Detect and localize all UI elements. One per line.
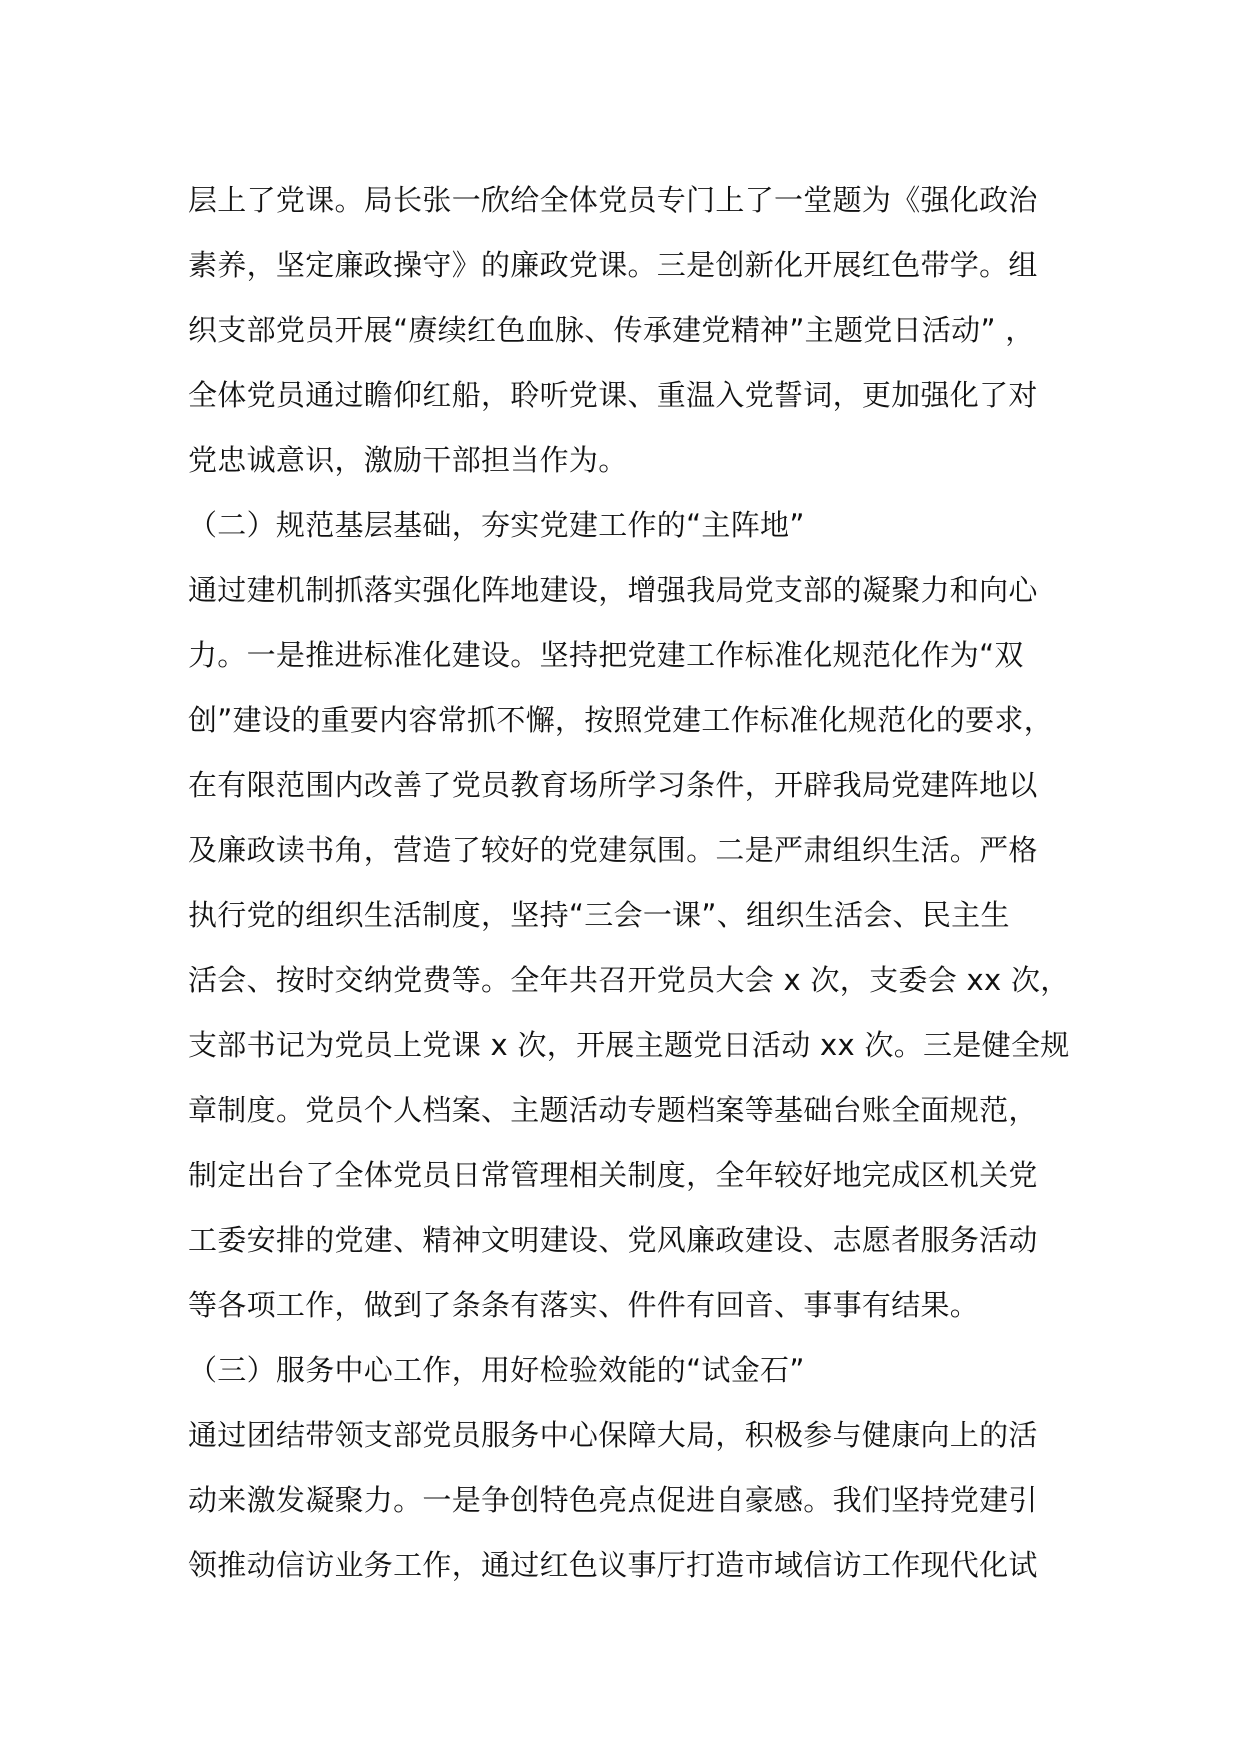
text-line: 及廉政读书角，营造了较好的党建氛围。二是严肃组织生活。严格 — [188, 833, 1038, 867]
text-line: 执行党的组织生活制度，坚持“三会一课”、组织生活会、民主生 — [188, 898, 1010, 932]
text-line: 等各项工作，做到了条条有落实、件件有回音、事事有结果。 — [188, 1288, 980, 1322]
text-line: 层上了党课。局长张一欣给全体党员专门上了一堂题为《强化政治 — [188, 183, 1038, 217]
text-line: 通过建机制抓落实强化阵地建设，增强我局党支部的凝聚力和向心 — [188, 573, 1038, 607]
text-line: 全体党员通过瞻仰红船，聆听党课、重温入党誓词，更加强化了对 — [188, 378, 1038, 412]
text-line: 创”建设的重要内容常抓不懈，按照党建工作标准化规范化的要求， — [188, 703, 1054, 737]
text-line: 通过团结带领支部党员服务中心保障大局，积极参与健康向上的活 — [188, 1418, 1038, 1452]
text-line: 活会、按时交纳党费等。全年共召开党员大会 x 次，支委会 xx 次， — [188, 963, 1070, 997]
section-heading: （二）规范基层基础，夯实党建工作的“主阵地” — [188, 508, 805, 542]
text-line: 党忠诚意识，激励干部担当作为。 — [188, 443, 628, 477]
text-line: 素养，坚定廉政操守》的廉政党课。三是创新化开展红色带学。组 — [188, 248, 1038, 282]
text-line: 在有限范围内改善了党员教育场所学习条件，开辟我局党建阵地以 — [188, 768, 1038, 802]
text-line: 工委安排的党建、精神文明建设、党风廉政建设、志愿者服务活动 — [188, 1223, 1038, 1257]
text-line: 章制度。党员个人档案、主题活动专题档案等基础台账全面规范， — [188, 1093, 1038, 1127]
section-heading: （三）服务中心工作，用好检验效能的“试金石” — [188, 1353, 805, 1387]
text-line: 支部书记为党员上党课 x 次，开展主题党日活动 xx 次。三是健全规 — [188, 1028, 1070, 1062]
text-line: 动来激发凝聚力。一是争创特色亮点促进自豪感。我们坚持党建引 — [188, 1483, 1038, 1517]
text-line: 制定出台了全体党员日常管理相关制度，全年较好地完成区机关党 — [188, 1158, 1038, 1192]
text-line: 领推动信访业务工作，通过红色议事厅打造市域信访工作现代化试 — [188, 1548, 1038, 1582]
document-body — [188, 168, 1088, 1598]
text-line: 力。一是推进标准化建设。坚持把党建工作标准化规范化作为“双 — [188, 638, 1024, 672]
text-line: 织支部党员开展“赓续红色血脉、传承建党精神”主题党日活动” ， — [188, 313, 1035, 347]
